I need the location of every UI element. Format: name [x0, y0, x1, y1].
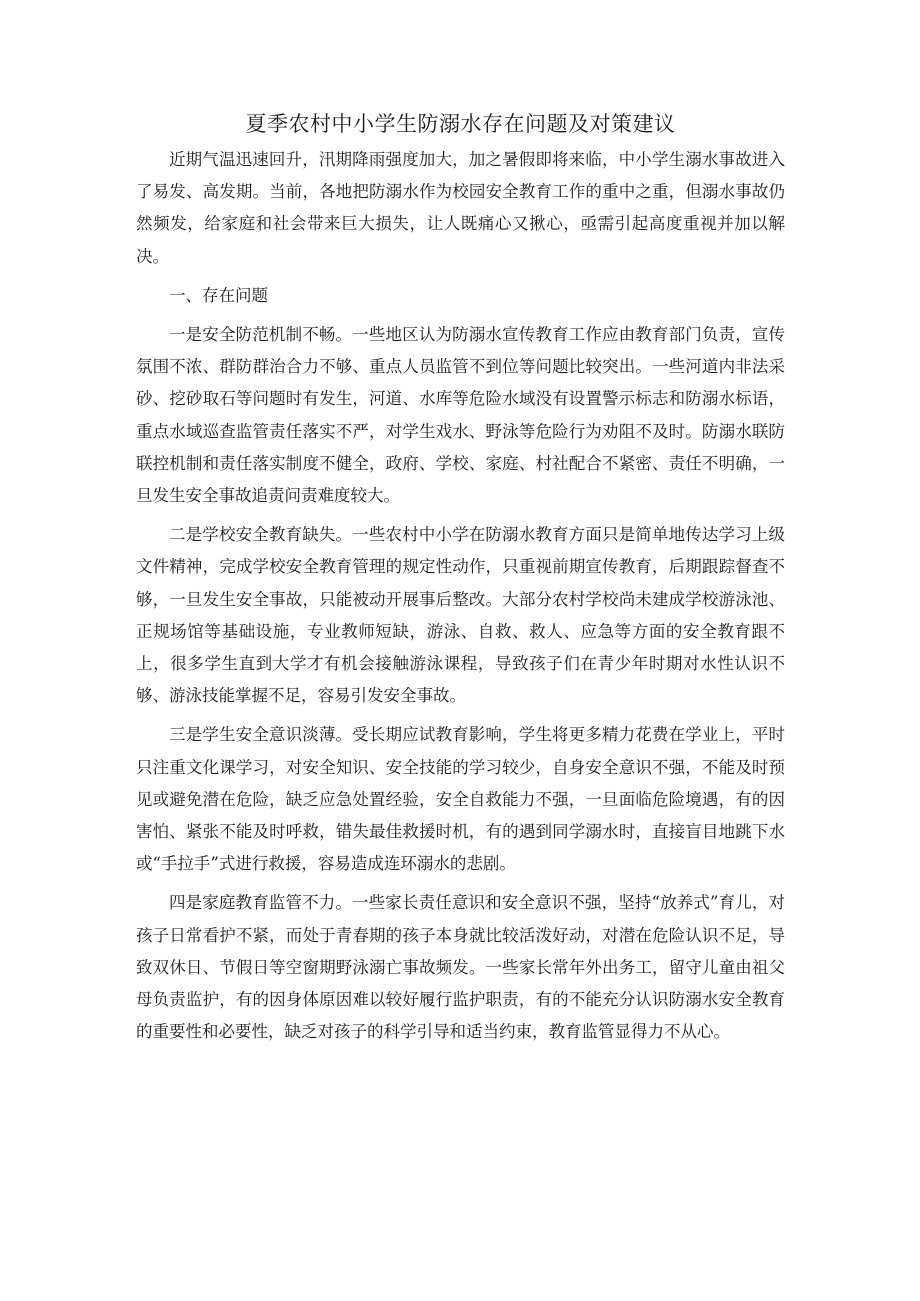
problem-paragraph-1: 一是安全防范机制不畅。一些地区认为防溺水宣传教育工作应由教育部门负责，宣传氛围不浓、群防群治合力不够、重点人员监管不到位等问题比较突出。一些河道内非法采砂、挖砂取石等问题时有发生，河道、水库等危险水域没有设置警示标志和防溺水标语，重点水域巡查监管责任落实不严，对学生戏水、野泳等危险行为劝阻不及时。防溺水联防联控机制和责任落实制度不健全，政府、学校、家庭、村社配合不紧密、责任不明确，一旦发生安全事故追责问责难度较大。 — [136, 325, 785, 506]
document-title: 夏季农村中小学生防溺水存在问题及对策建议 — [245, 112, 676, 136]
intro-paragraph: 近期气温迅速回升，汛期降雨强度加大，加之暑假即将来临，中小学生溺水事故进入了易发、高发期。当前，各地把防溺水作为校园安全教育工作的重中之重，但溺水事故仍然频发，给家庭和社会带来巨大损失，让人既痛心又揪心，亟需引起高度重视并加以解决。 — [136, 150, 785, 266]
problem-paragraph-2: 二是学校安全教育缺失。一些农村中小学在防溺水教育方面只是简单地传达学习上级文件精神，完成学校安全教育管理的规定性动作，只重视前期宣传教育，后期跟踪督查不够，一旦发生安全事故，只能被动开展事后整改。大部分农村学校尚未建成学校游泳池、正规场馆等基础设施，专业教师短缺，游泳、自救、救人、应急等方面的安全教育跟不上，很多学生直到大学才有机会接触游泳课程，导致孩子们在青少年时期对水性认识不够、游泳技能掌握不足，容易引发安全事故。 — [136, 525, 785, 706]
document-page — [136, 104, 785, 1055]
problem-paragraph-4: 四是家庭教育监管不力。一些家长责任意识和安全意识不强，坚持“放养式”育儿，对孩子日常看护不紧，而处于青春期的孩子本身就比较活泼好动，对潜在危险认识不足，导致双休日、节假日等空窗期野泳溺亡事故频发。一些家长常年外出务工，留守儿童由祖父母负责监护，有的因身体原因难以较好履行监护职责，有的不能充分认识防溺水安全教育的重要性和必要性，缺乏对孩子的科学引导和适当约束，教育监管显得力不从心。 — [136, 893, 785, 1042]
section-heading: 一、存在问题 — [169, 285, 268, 305]
problem-paragraph-3: 三是学生安全意识淡薄。受长期应试教育影响，学生将更多精力花费在学业上，平时只注重文化课学习，对安全知识、安全技能的学习较少，自身安全意识不强，不能及时预见或避免潜在危险，缺乏应急处置经验，安全自救能力不强，一旦面临危险境遇，有的因害怕、紧张不能及时呼救，错失最佳救援时机，有的遇到同学溺水时，直接盲目地跳下水或“手拉手”式进行救援，容易造成连环溺水的悲剧。 — [136, 725, 785, 874]
